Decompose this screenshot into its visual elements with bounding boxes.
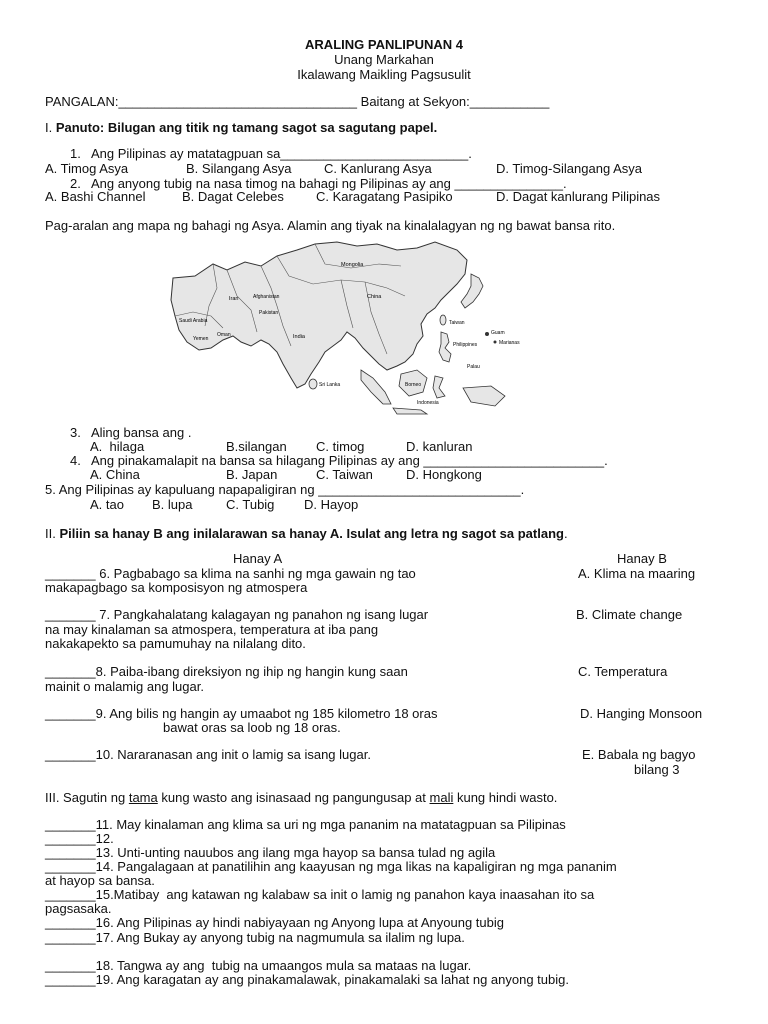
part3-tama-word: tama [128, 790, 158, 805]
map-label-china: China [367, 294, 382, 300]
map-label-guam: Guam [491, 330, 505, 336]
choice-e-babala-line2: bilang 3 [634, 762, 680, 777]
item-9-line1: _______9. Ang bilis ng hangin ay umaabot ng 185 kilometro 18 oras [45, 706, 438, 721]
item-12: _______12. [45, 831, 114, 846]
page-subtitle-quarter: Unang Markahan [334, 52, 434, 67]
item-14-line2: at hayop sa bansa. [45, 873, 155, 888]
marianas-dot [494, 341, 497, 344]
q1-choice-b: B. Silangang Asya [186, 161, 292, 176]
item-17: _______17. Ang Bukay ay anyong tubig na nagmumula sa ilalim ng lupa. [45, 930, 465, 945]
item-9-line2: bawat oras sa loob ng 18 oras. [163, 720, 341, 735]
choice-d-monsoon: D. Hanging Monsoon [580, 706, 703, 721]
item-8-line2: mainit o malamig ang lugar. [45, 679, 204, 694]
item-11: _______11. May kinalaman ang klima sa uri ng mga pananim na matatagpuan sa Pilipinas [45, 817, 566, 832]
part3-instruction [45, 790, 557, 805]
item-7-line3: nakakapekto sa pamumuhay na nilalang dito. [45, 636, 306, 651]
part1-instruction [45, 120, 437, 135]
q4-choice-d: D. Hongkong [406, 467, 482, 482]
part2-numeral: II. [45, 526, 60, 541]
question-4: 4. Ang pinakamalapit na bansa sa hilagang Pilipinas ay ang _________________________. [70, 453, 608, 468]
item-8-line1: _______8. Paiba-ibang direksiyon ng ihip ng hangin kung saan [45, 664, 408, 679]
part1-numeral: I. [45, 120, 56, 135]
item-10: _______10. Nararanasan ang init o lamig sa isang lugar. [45, 747, 371, 762]
q2-choice-a: A. Bashi Channel [45, 189, 146, 204]
map-label-oman: Oman [217, 332, 231, 338]
q1-choice-a: A. Timog Asya [45, 161, 129, 176]
q5-choice-a: A. tao [90, 497, 124, 512]
item-19: _______19. Ang karagatan ay ang pinakamalawak, pinakamalaki sa lahat ng anyong tubig. [45, 972, 569, 987]
part3-instruction-middle: kung wasto ang isinasaad ng pangungusap at [157, 790, 430, 805]
asia-map [165, 236, 528, 421]
map-label-indonesia: Indonesia [417, 400, 439, 406]
q2-choice-c: C. Karagatang Pasipiko [316, 189, 453, 204]
map-label-iran: Iran [229, 296, 239, 302]
q5-choice-b: B. lupa [152, 497, 193, 512]
item-15-line1: _______15.Matibay ang katawan ng kalabaw sa init o lamig ng panahon kaya inaasahan ito sa [45, 887, 595, 902]
map-label-yemen: Yemen [193, 336, 209, 342]
map-label-saudi: Saudi Arabia [179, 318, 208, 324]
item-6-line1: _______ 6. Pagbabago sa klima na sanhi ng mga gawain ng tao [45, 566, 416, 581]
part2-instruction [45, 526, 568, 541]
item-13: _______13. Unti-unting nauubos ang ilang mga hayop sa bansa tulad ng agila [45, 845, 496, 860]
map-label-mongolia: Mongolia [341, 262, 364, 268]
page-title: ARALING PANLIPUNAN 4 [305, 37, 463, 52]
q3-choice-b: B.silangan [226, 439, 287, 454]
map-label-palau: Palau [467, 364, 480, 370]
item-15-line2: pagsasaka. [45, 901, 112, 916]
question-1: 1. Ang Pilipinas ay matatagpuan sa__________________________. [70, 146, 472, 161]
item-7-line1: _______ 7. Pangkahalatang kalagayan ng panahon ng isang lugar [45, 607, 429, 622]
map-instruction: Pag-aralan ang mapa ng bahagi ng Asya. Alamin ang tiyak na kinalalagyan ng ng bawat bansa rito. [45, 218, 616, 233]
map-label-india: India [293, 334, 305, 340]
part1-instruction-text: Panuto: Bilugan ang titik ng tamang sagot sa sagutang papel. [55, 120, 438, 135]
part2-instruction-text: Piliin sa hanay B ang inilalarawan sa hanay A. Isulat ang letra ng sagot sa patlang [59, 526, 564, 541]
question-2: 2. Ang anyong tubig na nasa timog na bahagi ng Pilipinas ay ang _______________. [70, 176, 567, 191]
map-label-taiwan: Taiwan [449, 320, 465, 326]
q1-choice-c: C. Kanlurang Asya [324, 161, 432, 176]
taiwan-island [440, 315, 446, 325]
q3-choice-a: A. hilaga [90, 439, 145, 454]
srilanka-island [309, 379, 317, 389]
q5-choice-d: D. Hayop [304, 497, 359, 512]
item-6-line2: makapagbago sa komposisyon ng atmospera [45, 580, 308, 595]
item-16: _______16. Ang Pilipinas ay hindi nabiyayaan ng Anyong lupa at Anyoung tubig [45, 915, 504, 930]
question-5: 5. Ang Pilipinas ay kapuluang napapaligiran ng ____________________________. [45, 482, 525, 497]
q4-choice-c: C. Taiwan [316, 467, 373, 482]
column-a-header: Hanay A [233, 551, 283, 566]
guam-dot [485, 332, 489, 336]
q2-choice-d: D. Dagat kanlurang Pilipinas [496, 189, 661, 204]
choice-b-climate-change: B. Climate change [576, 607, 683, 622]
map-label-srilanka: Sri Lanka [319, 382, 341, 388]
part2-instruction-end: . [563, 526, 568, 541]
part3-instruction-start: III. Sagutin ng [45, 790, 129, 805]
part3-instruction-end: kung hindi wasto. [453, 790, 558, 805]
q3-choice-c: C. timog [316, 439, 365, 454]
q5-choice-c: C. Tubig [226, 497, 275, 512]
choice-e-babala: E. Babala ng bagyo [582, 747, 696, 762]
question-3: 3. Aling bansa ang . [70, 425, 192, 440]
q3-choice-d: D. kanluran [406, 439, 473, 454]
part3-mali-word: mali [429, 790, 454, 805]
map-label-borneo: Borneo [405, 382, 422, 388]
map-label-marianas: Marianas [499, 340, 520, 346]
name-section-line: PANGALAN:_________________________________ Baitang at Sekyon:___________ [45, 94, 550, 109]
map-label-philippines: Philippines [453, 342, 478, 348]
item-14-line1: _______14. Pangalagaan at panatilihin ang kaayusan ng mga likas na kapaligiran ng mga pananim [45, 859, 617, 874]
item-7-line2: na may kinalaman sa atmospera, temperatura at iba pang [45, 622, 379, 637]
choice-c-temperatura: C. Temperatura [578, 664, 668, 679]
map-label-afghanistan: Afghanistan [253, 294, 280, 300]
page-subtitle-quiz: Ikalawang Maikling Pagsusulit [297, 67, 471, 82]
q1-choice-d: D. Timog-Silangang Asya [496, 161, 642, 176]
item-18: _______18. Tangwa ay ang tubig na umaangos mula sa mataas na lugar. [45, 958, 472, 973]
map-label-pakistan: Pakistan [259, 310, 279, 316]
column-b-header: Hanay B [617, 551, 667, 566]
q2-choice-b: B. Dagat Celebes [182, 189, 284, 204]
q4-choice-a: A. China [90, 467, 140, 482]
q4-choice-b: B. Japan [226, 467, 278, 482]
choice-a-klima: A. Klima na maaring [578, 566, 696, 581]
